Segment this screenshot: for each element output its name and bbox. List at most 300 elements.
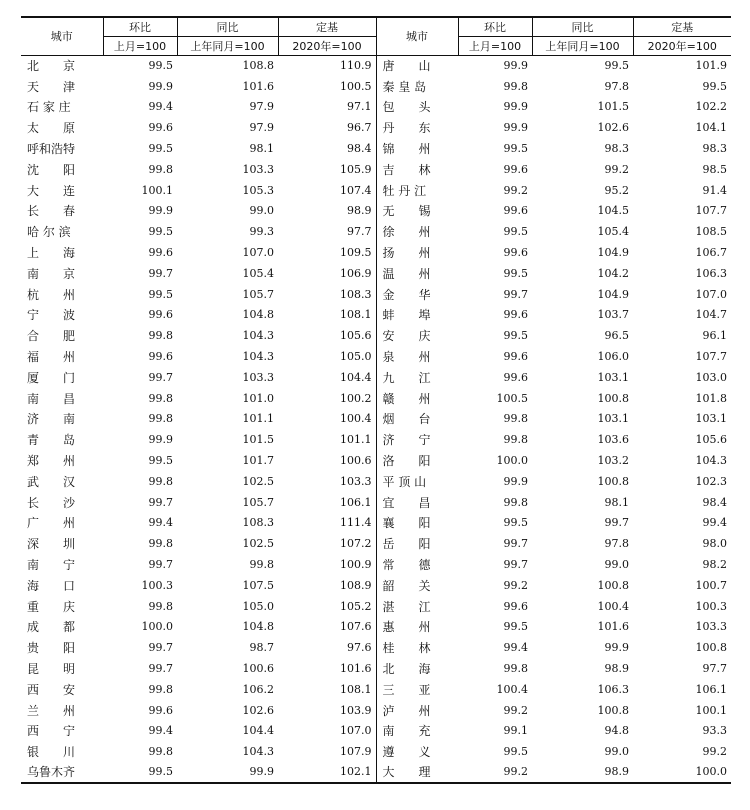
yoy-value: 101.5 (597, 100, 629, 114)
base-value: 99.2 (702, 745, 727, 759)
mom-value: 100.3 (141, 578, 173, 592)
base-value: 101.9 (695, 59, 727, 73)
city-name: 平 顶 山 (376, 471, 458, 492)
header-mom-sub-right: 上月=100 (458, 36, 532, 55)
yoy-value: 98.3 (604, 142, 629, 156)
base-value: 100.8 (695, 641, 727, 655)
mom-value: 99.5 (503, 745, 528, 759)
table-row (21, 242, 731, 263)
base-value: 102.2 (695, 100, 727, 114)
mom-value: 100.4 (496, 682, 528, 696)
base-value: 108.3 (340, 287, 372, 301)
yoy-value: 99.5 (604, 59, 629, 73)
yoy-value: 99.9 (177, 762, 278, 783)
yoy-value: 101.6 (597, 620, 629, 634)
city-name: 南 宁 (27, 558, 76, 573)
city-name: 扬 州 (376, 242, 458, 263)
city-name: 秦 皇 岛 (376, 76, 458, 97)
base-value: 99.4 (702, 516, 727, 530)
yoy-value: 100.4 (597, 599, 629, 613)
mom-value: 99.7 (503, 537, 528, 551)
mom-value: 99.8 (148, 745, 173, 759)
mom-value: 99.2 (458, 762, 532, 783)
base-value: 104.4 (340, 370, 372, 384)
mom-value: 99.6 (148, 350, 173, 364)
table-row (21, 679, 731, 700)
base-value: 93.3 (702, 724, 727, 738)
yoy-value: 99.3 (249, 225, 274, 239)
city-name: 广 州 (27, 516, 76, 531)
table-row (21, 76, 731, 97)
mom-value: 99.8 (148, 329, 173, 343)
city-name: 大 理 (376, 762, 458, 783)
city-name: 贵 阳 (27, 641, 76, 656)
table-row (21, 305, 731, 326)
city-name: 南 昌 (27, 391, 76, 406)
city-name: 郑 州 (27, 454, 76, 469)
city-name: 韶 关 (376, 575, 458, 596)
base-value: 107.7 (695, 204, 727, 218)
mom-value: 99.5 (148, 142, 173, 156)
mom-value: 99.8 (148, 412, 173, 426)
table-row (21, 700, 731, 721)
base-value: 107.2 (340, 537, 372, 551)
mom-value: 100.5 (496, 391, 528, 405)
yoy-value: 97.8 (604, 79, 629, 93)
yoy-value: 106.3 (597, 682, 629, 696)
city-name: 唐 山 (376, 55, 458, 76)
header-yoy-left: 同比 (177, 17, 278, 36)
base-value: 104.1 (695, 121, 727, 135)
yoy-value: 106.0 (597, 350, 629, 364)
table-row (21, 492, 731, 513)
city-name: 温 州 (376, 263, 458, 284)
city-name: 岳 阳 (376, 533, 458, 554)
base-value: 98.5 (702, 162, 727, 176)
base-value: 103.3 (340, 474, 372, 488)
table-row (21, 429, 731, 450)
base-value: 105.9 (340, 162, 372, 176)
table-row (21, 284, 731, 305)
mom-value: 99.6 (503, 204, 528, 218)
table-row (21, 221, 731, 242)
city-name: 北 海 (376, 658, 458, 679)
mom-value: 99.6 (148, 308, 173, 322)
city-name: 牡 丹 江 (376, 180, 458, 201)
mom-value: 100.0 (141, 620, 173, 634)
table-row (21, 159, 731, 180)
table-body (21, 55, 731, 783)
city-name: 蚌 埠 (376, 305, 458, 326)
yoy-value: 104.4 (242, 724, 274, 738)
header-yoy-sub-left: 上年同月=100 (177, 36, 278, 55)
header-city-left: 城市 (21, 17, 103, 55)
city-name: 合 肥 (27, 329, 76, 344)
base-value: 100.6 (340, 454, 372, 468)
yoy-value: 98.1 (604, 495, 629, 509)
yoy-value: 101.5 (242, 433, 274, 447)
city-name: 大 连 (27, 183, 76, 198)
mom-value: 99.9 (503, 121, 528, 135)
base-value: 105.2 (340, 599, 372, 613)
base-value: 99.5 (702, 79, 727, 93)
mom-value: 99.7 (148, 641, 173, 655)
base-value: 100.9 (340, 558, 372, 572)
table-row (21, 471, 731, 492)
mom-value: 100.0 (496, 454, 528, 468)
city-name: 兰 州 (27, 703, 76, 718)
mom-value: 99.6 (503, 308, 528, 322)
mom-value: 99.6 (503, 162, 528, 176)
base-value: 98.9 (347, 204, 372, 218)
base-value: 91.4 (702, 183, 727, 197)
city-name: 惠 州 (376, 617, 458, 638)
city-name: 徐 州 (376, 221, 458, 242)
city-name: 青 岛 (27, 433, 76, 448)
city-name: 金 华 (376, 284, 458, 305)
mom-value: 99.7 (148, 662, 173, 675)
base-value: 97.7 (702, 662, 727, 675)
base-value: 101.1 (340, 433, 372, 447)
city-name: 襄 阳 (376, 513, 458, 534)
yoy-value: 97.9 (249, 100, 274, 114)
yoy-value: 98.9 (532, 762, 633, 783)
header-yoy-right: 同比 (532, 17, 633, 36)
yoy-value: 108.3 (242, 516, 274, 530)
mom-value: 99.4 (148, 100, 173, 114)
mom-value: 99.9 (148, 433, 173, 447)
table-row (21, 97, 731, 118)
city-name: 哈 尔 滨 (27, 225, 71, 240)
yoy-value: 106.2 (242, 682, 274, 696)
mom-value: 99.5 (503, 516, 528, 530)
header-base-left: 定基 (278, 17, 376, 36)
mom-value: 99.5 (503, 266, 528, 280)
yoy-value: 102.5 (242, 474, 274, 488)
mom-value: 99.7 (148, 370, 173, 384)
yoy-value: 107.5 (242, 578, 274, 592)
city-name: 常 德 (376, 554, 458, 575)
yoy-value: 105.7 (242, 495, 274, 509)
mom-value: 99.7 (503, 558, 528, 572)
yoy-value: 105.4 (242, 266, 274, 280)
mom-value: 99.5 (148, 59, 173, 73)
base-value: 100.2 (340, 391, 372, 405)
base-value: 103.9 (340, 703, 372, 717)
city-name: 宁 波 (27, 308, 76, 323)
yoy-value: 102.6 (242, 703, 274, 717)
mom-value: 99.5 (148, 225, 173, 239)
base-value: 108.9 (340, 578, 372, 592)
city-name: 乌鲁木齐 (21, 762, 103, 783)
yoy-value: 105.7 (242, 287, 274, 301)
city-name: 南 充 (376, 721, 458, 742)
mom-value: 99.2 (503, 578, 528, 592)
header-base-sub-left: 2020年=100 (278, 36, 376, 55)
base-value: 106.1 (340, 495, 372, 509)
mom-value: 99.8 (503, 433, 528, 447)
table-row (21, 762, 731, 783)
mom-value: 99.2 (503, 703, 528, 717)
table-row (21, 55, 731, 76)
base-value: 98.3 (702, 142, 727, 156)
base-value: 106.1 (695, 682, 727, 696)
base-value: 103.1 (695, 412, 727, 426)
city-name: 泉 州 (376, 346, 458, 367)
mom-value: 99.1 (503, 724, 528, 738)
table-row (21, 450, 731, 471)
yoy-value: 104.8 (242, 308, 274, 322)
mom-value: 99.5 (503, 142, 528, 156)
city-name: 武 汉 (27, 474, 76, 489)
table-row (21, 325, 731, 346)
base-value: 108.5 (695, 225, 727, 239)
city-name: 长 沙 (27, 495, 76, 510)
yoy-value: 99.0 (249, 204, 274, 218)
city-name: 遵 义 (376, 741, 458, 762)
table-row (21, 263, 731, 284)
mom-value: 99.8 (148, 682, 173, 696)
city-name: 太 原 (27, 121, 76, 136)
yoy-value: 104.8 (242, 620, 274, 634)
city-name: 湛 江 (376, 596, 458, 617)
table-row (21, 741, 731, 762)
table-row (21, 180, 731, 201)
base-value: 107.9 (340, 745, 372, 759)
yoy-value: 99.9 (604, 641, 629, 655)
mom-value: 99.5 (503, 225, 528, 239)
yoy-value: 104.3 (242, 745, 274, 759)
city-name: 银 川 (27, 745, 76, 760)
city-name: 上 海 (27, 246, 76, 261)
mom-value: 99.5 (148, 287, 173, 301)
table-row (21, 554, 731, 575)
city-name: 北 京 (27, 59, 76, 74)
yoy-value: 105.4 (597, 225, 629, 239)
header-base-right: 定基 (633, 17, 731, 36)
mom-value: 99.8 (503, 412, 528, 426)
base-value: 100.1 (695, 703, 727, 717)
yoy-value: 100.6 (242, 662, 274, 675)
mom-value: 99.6 (503, 246, 528, 260)
yoy-value: 101.0 (242, 391, 274, 405)
base-value: 100.4 (340, 412, 372, 426)
mom-value: 99.7 (503, 287, 528, 301)
mom-value: 99.5 (503, 329, 528, 343)
yoy-value: 94.8 (604, 724, 629, 738)
city-name: 三 亚 (376, 679, 458, 700)
yoy-value: 99.0 (604, 745, 629, 759)
table-row (21, 388, 731, 409)
base-value: 100.3 (695, 599, 727, 613)
table-row (21, 367, 731, 388)
yoy-value: 103.7 (597, 308, 629, 322)
yoy-value: 103.1 (597, 412, 629, 426)
city-name: 杭 州 (27, 287, 76, 302)
base-value: 110.9 (340, 59, 372, 73)
yoy-value: 104.9 (597, 246, 629, 260)
base-value: 96.7 (347, 121, 372, 135)
yoy-value: 99.8 (249, 558, 274, 572)
header-yoy-sub-right: 上年同月=100 (532, 36, 633, 55)
yoy-value: 103.6 (597, 433, 629, 447)
base-value: 97.6 (347, 641, 372, 655)
yoy-value: 100.8 (597, 578, 629, 592)
base-value: 103.0 (695, 370, 727, 384)
base-value: 107.0 (695, 287, 727, 301)
yoy-value: 105.0 (242, 599, 274, 613)
city-name: 包 头 (376, 97, 458, 118)
table-row (21, 658, 731, 679)
base-value: 101.6 (340, 662, 372, 675)
city-name: 丹 东 (376, 117, 458, 138)
base-value: 108.1 (340, 308, 372, 322)
mom-value: 99.8 (148, 391, 173, 405)
mom-value: 99.6 (148, 121, 173, 135)
city-name: 西 安 (27, 682, 76, 697)
city-name: 锦 州 (376, 138, 458, 159)
table-row (21, 513, 731, 534)
base-value: 104.3 (695, 454, 727, 468)
yoy-value: 102.6 (597, 121, 629, 135)
city-name: 宜 昌 (376, 492, 458, 513)
mom-value: 99.7 (148, 266, 173, 280)
base-value: 96.1 (702, 329, 727, 343)
city-name: 天 津 (27, 79, 76, 94)
base-value: 103.3 (695, 620, 727, 634)
city-name: 无 锡 (376, 201, 458, 222)
table-row (21, 409, 731, 430)
base-value: 107.4 (340, 183, 372, 197)
city-name: 呼和浩特 (27, 142, 76, 157)
price-index-table (21, 16, 731, 784)
table-row (21, 346, 731, 367)
base-value: 98.2 (702, 558, 727, 572)
city-name: 石 家 庄 (27, 100, 71, 115)
city-name: 桂 林 (376, 637, 458, 658)
base-value: 106.9 (340, 266, 372, 280)
base-value: 104.7 (695, 308, 727, 322)
yoy-value: 103.1 (597, 370, 629, 384)
base-value: 106.3 (695, 266, 727, 280)
mom-value: 99.6 (503, 350, 528, 364)
base-value: 102.3 (695, 474, 727, 488)
mom-value: 99.9 (503, 100, 528, 114)
mom-value: 100.1 (141, 183, 173, 197)
mom-value: 99.4 (148, 516, 173, 530)
table-row (21, 138, 731, 159)
base-value: 100.7 (695, 578, 727, 592)
yoy-value: 96.5 (604, 329, 629, 343)
base-value: 97.7 (347, 225, 372, 239)
yoy-value: 105.3 (242, 183, 274, 197)
city-name: 昆 明 (27, 662, 76, 676)
city-name: 沈 阳 (27, 162, 76, 177)
yoy-value: 98.9 (604, 662, 629, 675)
yoy-value: 99.7 (604, 516, 629, 530)
city-name: 海 口 (27, 578, 76, 593)
mom-value: 99.7 (148, 495, 173, 509)
mom-value: 99.4 (148, 724, 173, 738)
yoy-value: 103.2 (597, 454, 629, 468)
table-row (21, 201, 731, 222)
table-row (21, 533, 731, 554)
mom-value: 99.6 (148, 703, 173, 717)
header-base-sub-right: 2020年=100 (633, 36, 731, 55)
base-value: 98.0 (702, 537, 727, 551)
header-mom-sub-left: 上月=100 (103, 36, 177, 55)
yoy-value: 104.3 (242, 350, 274, 364)
mom-value: 99.5 (103, 762, 177, 783)
city-name: 济 南 (27, 412, 76, 427)
yoy-value: 102.5 (242, 537, 274, 551)
city-name: 九 江 (376, 367, 458, 388)
mom-value: 99.4 (503, 641, 528, 655)
base-value: 111.4 (340, 516, 372, 530)
yoy-value: 97.8 (604, 537, 629, 551)
city-name: 重 庆 (27, 599, 76, 614)
mom-value: 99.6 (503, 599, 528, 613)
yoy-value: 108.8 (242, 59, 274, 73)
base-value: 100.5 (340, 79, 372, 93)
yoy-value: 101.1 (242, 412, 274, 426)
mom-value: 99.8 (148, 537, 173, 551)
header-city-right: 城市 (376, 17, 458, 55)
yoy-value: 101.6 (242, 79, 274, 93)
yoy-value: 101.7 (242, 454, 274, 468)
base-value: 98.4 (702, 495, 727, 509)
base-value: 101.8 (695, 391, 727, 405)
base-value: 98.4 (347, 142, 372, 156)
city-name: 安 庆 (376, 325, 458, 346)
yoy-value: 104.2 (597, 266, 629, 280)
city-name: 深 圳 (27, 537, 76, 552)
mom-value: 99.8 (148, 474, 173, 488)
yoy-value: 100.8 (597, 474, 629, 488)
city-name: 厦 门 (27, 370, 76, 385)
yoy-value: 104.9 (597, 287, 629, 301)
yoy-value: 95.2 (604, 183, 629, 197)
mom-value: 99.9 (148, 79, 173, 93)
base-value: 109.5 (340, 246, 372, 260)
table-row (21, 637, 731, 658)
table-row (21, 721, 731, 742)
mom-value: 99.8 (148, 599, 173, 613)
city-name: 南 京 (27, 266, 76, 281)
city-name: 西 宁 (27, 724, 76, 739)
price-index-table-container (21, 16, 731, 784)
base-value: 105.0 (340, 350, 372, 364)
city-name: 吉 林 (376, 159, 458, 180)
city-name: 洛 阳 (376, 450, 458, 471)
mom-value: 99.9 (503, 474, 528, 488)
base-value: 107.0 (340, 724, 372, 738)
base-value: 97.1 (347, 100, 372, 114)
city-name: 成 都 (27, 620, 76, 635)
mom-value: 99.8 (148, 162, 173, 176)
yoy-value: 103.3 (242, 162, 274, 176)
table-row (21, 117, 731, 138)
base-value: 105.6 (695, 433, 727, 447)
yoy-value: 97.9 (249, 121, 274, 135)
mom-value: 99.6 (503, 370, 528, 384)
city-name: 长 春 (27, 204, 76, 219)
yoy-value: 99.2 (604, 162, 629, 176)
base-value: 106.7 (695, 246, 727, 260)
yoy-value: 98.7 (249, 641, 274, 655)
base-value: 108.1 (340, 682, 372, 696)
mom-value: 99.7 (148, 558, 173, 572)
